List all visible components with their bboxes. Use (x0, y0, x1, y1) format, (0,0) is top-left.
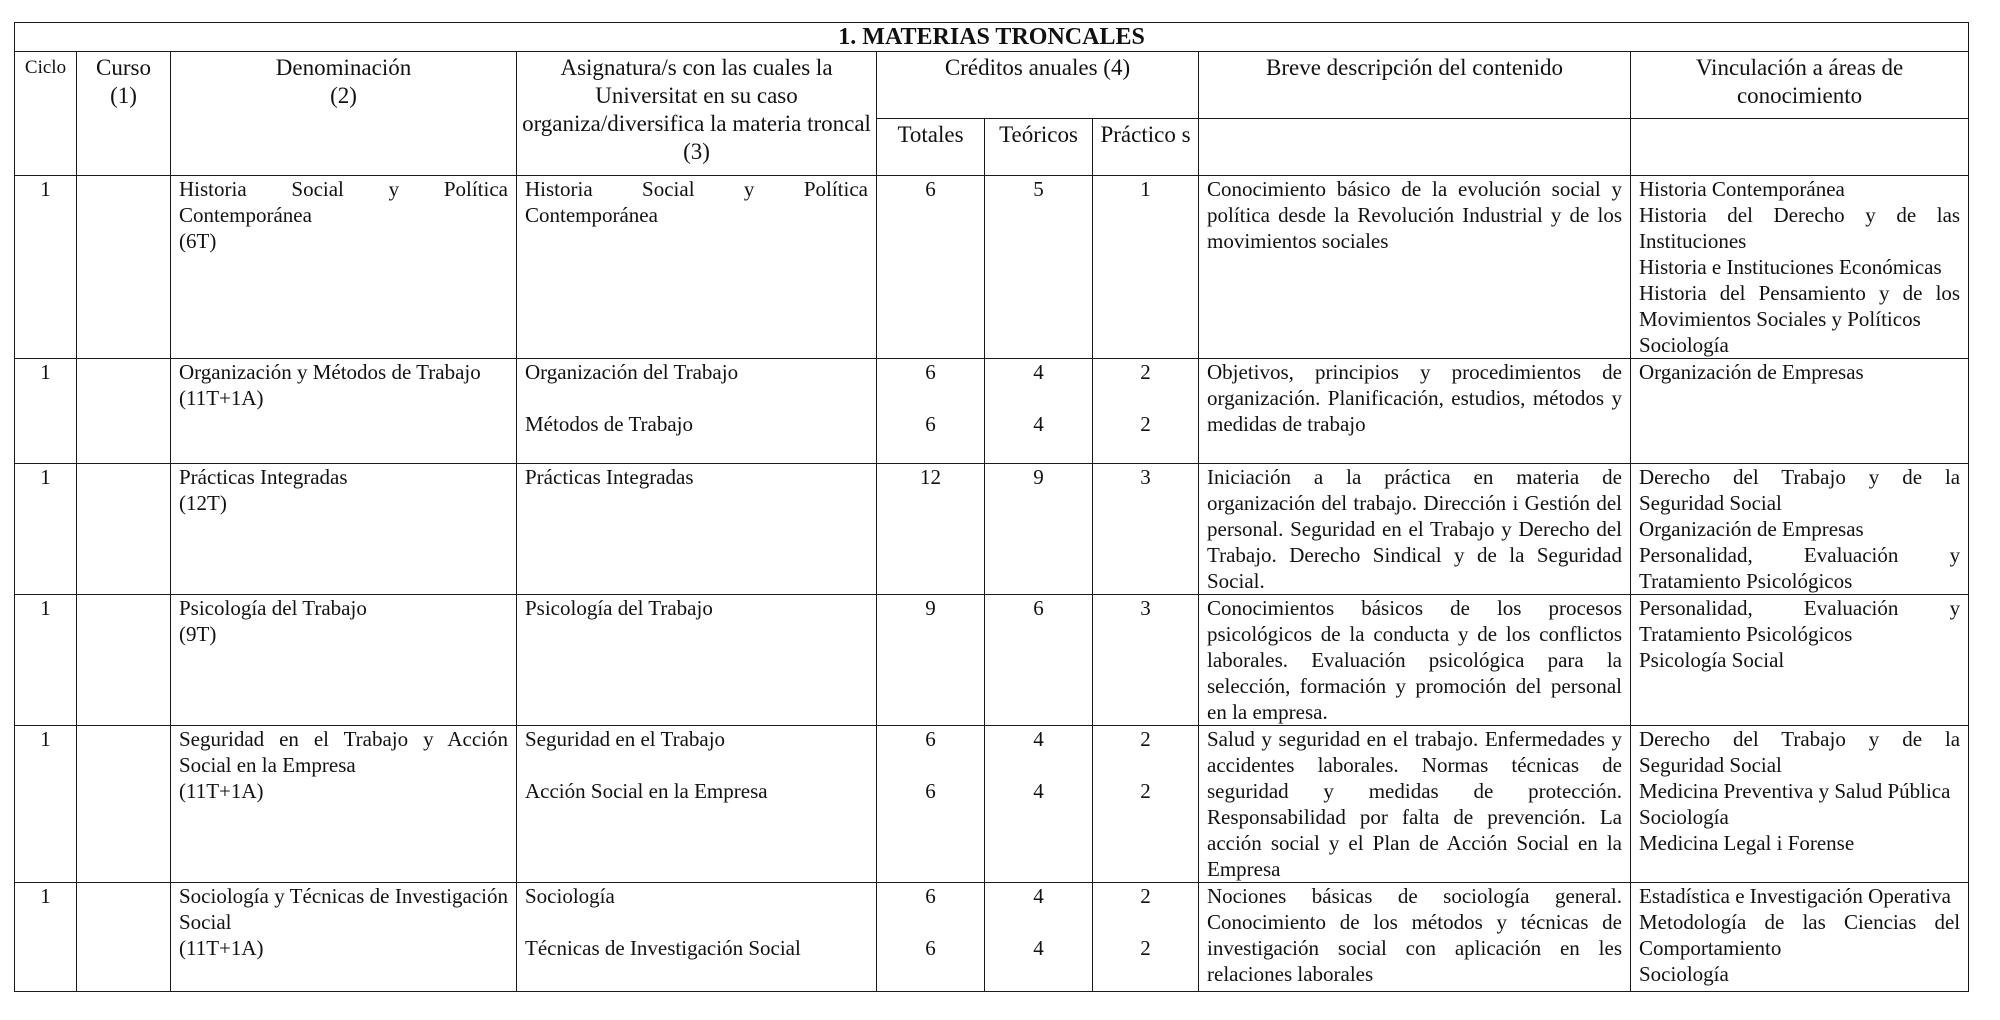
credit-value: 3 (1140, 596, 1151, 620)
header-asignatura: Asignatura/s con las cuales la Universitat en su caso organiza/diversifica la materia troncal (3) (517, 52, 877, 176)
denominacion-code: (11T+1A) (179, 779, 264, 803)
cell-vinculacion (1631, 359, 1969, 464)
header-curso-note: (1) (110, 83, 137, 108)
denominacion-code: (6T) (179, 229, 217, 253)
area-item: Historia del Pensamiento y de los Movimientos Sociales y Políticos (1639, 281, 1961, 331)
cell-asignatura (517, 595, 877, 726)
spacer (525, 909, 868, 935)
credit-value: 5 (1033, 177, 1044, 201)
cell-asignatura (517, 464, 877, 595)
asignatura-item: Historia Social y Política Contemporánea (525, 177, 868, 227)
area-item: Personalidad, Evaluación y Tratamiento Psicológicos (1639, 596, 1961, 646)
credit-value: 4 (1033, 727, 1044, 751)
spacer (881, 752, 980, 778)
cell-denominacion (171, 176, 517, 359)
denominacion-code: (11T+1A) (179, 386, 264, 410)
area-item: Historia del Derecho y de las Instituciones (1639, 203, 1961, 253)
header-curso (77, 52, 171, 176)
denominacion-text: Sociología y Técnicas de Investigación Social (179, 884, 508, 934)
header-creditos: Créditos anuales (4) (877, 52, 1199, 119)
cell-practicos (1093, 883, 1199, 992)
table-row (15, 595, 1969, 726)
area-item: Sociología (1639, 333, 1729, 357)
credit-value: 12 (920, 465, 941, 489)
cell-asignatura (517, 359, 877, 464)
denominacion-code: (12T) (179, 491, 227, 515)
asignatura-item: Prácticas Integradas (525, 465, 694, 489)
area-item: Sociología (1639, 962, 1729, 986)
spacer (525, 752, 868, 778)
cell-teoricos (985, 359, 1093, 464)
cell-teoricos (985, 176, 1093, 359)
cell-practicos (1093, 726, 1199, 883)
area-item: Historia e Instituciones Económicas (1639, 255, 1942, 279)
cell-descripcion: Salud y seguridad en el trabajo. Enfermedades y accidentes laborales. Normas técnicas de seguridad y medidas de protección. Responsabilidad por falta de prevención. La acción social y el Plan de Acción Social en la Empresa (1199, 726, 1631, 883)
area-item: Medicina Legal i Forense (1639, 831, 1855, 855)
cell-curso (77, 883, 171, 992)
area-item: Derecho del Trabajo y de la Seguridad Social (1639, 727, 1961, 777)
cell-descripcion: Conocimiento básico de la evolución social y política desde la Revolución Industrial y de los movimientos sociales (1199, 176, 1631, 359)
cell-curso (77, 595, 171, 726)
cell-ciclo: 1 (15, 176, 77, 359)
spacer (1097, 752, 1194, 778)
cell-denominacion (171, 883, 517, 992)
credit-value: 2 (1140, 412, 1151, 436)
header-vinculacion-blank (1631, 119, 1969, 176)
materias-troncales-sheet (14, 22, 1968, 992)
cell-descripcion: Iniciación a la práctica en materia de organización del trabajo. Dirección i Gestión del personal. Seguridad en el Trabajo y Derecho del Trabajo. Derecho Sindical y de la Seguridad Social. (1199, 464, 1631, 595)
area-item: Organización de Empresas (1639, 517, 1864, 541)
credit-value: 6 (925, 936, 936, 960)
credit-value: 4 (1033, 360, 1044, 384)
area-item: Metodología de las Ciencias del Comportamiento (1639, 910, 1961, 960)
cell-teoricos (985, 595, 1093, 726)
cell-totales (877, 726, 985, 883)
header-practicos: Práctico s (1093, 119, 1199, 176)
credit-value: 6 (925, 884, 936, 908)
cell-teoricos (985, 464, 1093, 595)
area-item: Psicología Social (1639, 648, 1785, 672)
credit-value: 6 (1033, 596, 1044, 620)
table-row (15, 726, 1969, 883)
denominacion-text: Seguridad en el Trabajo y Acción Social en la Empresa (179, 727, 508, 777)
cell-ciclo: 1 (15, 359, 77, 464)
credit-value: 9 (1033, 465, 1044, 489)
area-item: Medicina Preventiva y Salud Pública (1639, 779, 1951, 803)
credit-value: 3 (1140, 465, 1151, 489)
denominacion-code: (11T+1A) (179, 936, 264, 960)
cell-totales (877, 883, 985, 992)
asignatura-item: Sociología (525, 884, 615, 908)
area-item: Derecho del Trabajo y de la Seguridad Social (1639, 465, 1961, 515)
table-row (15, 359, 1969, 464)
header-vinculacion: Vinculación a áreas de conocimiento (1631, 52, 1969, 119)
credit-value: 2 (1140, 936, 1151, 960)
table-title: 1. MATERIAS TRONCALES (15, 23, 1969, 52)
credit-value: 6 (925, 177, 936, 201)
cell-teoricos (985, 883, 1093, 992)
cell-asignatura (517, 883, 877, 992)
cell-vinculacion (1631, 176, 1969, 359)
cell-ciclo: 1 (15, 883, 77, 992)
asignatura-item: Psicología del Trabajo (525, 596, 713, 620)
cell-denominacion (171, 726, 517, 883)
spacer (989, 752, 1088, 778)
header-totales: Totales (877, 119, 985, 176)
table-row (15, 464, 1969, 595)
area-item: Sociología (1639, 805, 1729, 829)
table-row (15, 176, 1969, 359)
header-ciclo: Ciclo (15, 52, 77, 176)
credit-value: 2 (1140, 779, 1151, 803)
cell-asignatura (517, 176, 877, 359)
credit-value: 2 (1140, 884, 1151, 908)
denominacion-code: (9T) (179, 622, 217, 646)
cell-totales (877, 464, 985, 595)
spacer (525, 385, 868, 411)
cell-vinculacion (1631, 464, 1969, 595)
cell-descripcion: Objetivos, principios y procedimientos de organización. Planificación, estudios, métodos y medidas de trabajo (1199, 359, 1631, 464)
spacer (881, 909, 980, 935)
spacer (1097, 909, 1194, 935)
area-item: Historia Contemporánea (1639, 177, 1845, 201)
credit-value: 6 (925, 727, 936, 751)
cell-vinculacion (1631, 595, 1969, 726)
asignatura-item: Acción Social en la Empresa (525, 779, 768, 803)
header-denominacion (171, 52, 517, 176)
cell-ciclo: 1 (15, 726, 77, 883)
cell-vinculacion (1631, 883, 1969, 992)
area-item: Estadística e Investigación Operativa (1639, 884, 1951, 908)
cell-asignatura (517, 726, 877, 883)
cell-teoricos (985, 726, 1093, 883)
credit-value: 4 (1033, 779, 1044, 803)
cell-curso (77, 176, 171, 359)
asignatura-item: Métodos de Trabajo (525, 412, 693, 436)
header-descripcion: Breve descripción del contenido (1199, 52, 1631, 119)
table-row (15, 883, 1969, 992)
cell-descripcion: Conocimientos básicos de los procesos psicológicos de la conducta y de los conflictos laborales. Evaluación psicológica para la selección, formación y promoción del personal en la empresa. (1199, 595, 1631, 726)
asignatura-item: Seguridad en el Trabajo (525, 727, 726, 751)
cell-curso (77, 359, 171, 464)
cell-totales (877, 595, 985, 726)
header-denominacion-label: Denominación (275, 55, 412, 80)
denominacion-text: Organización y Métodos de Trabajo (179, 360, 481, 384)
denominacion-text: Prácticas Integradas (179, 465, 348, 489)
credit-value: 2 (1140, 360, 1151, 384)
materias-table (14, 22, 1969, 992)
cell-ciclo: 1 (15, 464, 77, 595)
cell-descripcion: Nociones básicas de sociología general. Conocimiento de los métodos y técnicas de investigación social con aplicación en les relaciones laborales (1199, 883, 1631, 992)
cell-practicos (1093, 595, 1199, 726)
denominacion-text: Historia Social y Política Contemporánea (179, 177, 508, 227)
header-descripcion-blank (1199, 119, 1631, 176)
credit-value: 4 (1033, 936, 1044, 960)
header-curso-label: Curso (96, 55, 151, 80)
cell-denominacion (171, 464, 517, 595)
credit-value: 6 (925, 779, 936, 803)
spacer (989, 385, 1088, 411)
credit-value: 4 (1033, 884, 1044, 908)
area-item: Personalidad, Evaluación y Tratamiento Psicológicos (1639, 543, 1961, 593)
credit-value: 6 (925, 360, 936, 384)
cell-denominacion (171, 595, 517, 726)
denominacion-text: Psicología del Trabajo (179, 596, 367, 620)
credit-value: 9 (925, 596, 936, 620)
header-teoricos: Teóricos (985, 119, 1093, 176)
spacer (989, 909, 1088, 935)
cell-practicos (1093, 359, 1199, 464)
cell-vinculacion (1631, 726, 1969, 883)
area-item: Organización de Empresas (1639, 360, 1864, 384)
cell-curso (77, 726, 171, 883)
credit-value: 6 (925, 412, 936, 436)
asignatura-item: Organización del Trabajo (525, 360, 739, 384)
cell-practicos (1093, 176, 1199, 359)
header-denominacion-note: (2) (330, 83, 357, 108)
credit-value: 4 (1033, 412, 1044, 436)
spacer (881, 385, 980, 411)
credit-value: 1 (1140, 177, 1151, 201)
cell-totales (877, 176, 985, 359)
credit-value: 2 (1140, 727, 1151, 751)
cell-practicos (1093, 464, 1199, 595)
asignatura-item: Técnicas de Investigación Social (525, 936, 801, 960)
cell-denominacion (171, 359, 517, 464)
cell-ciclo: 1 (15, 595, 77, 726)
spacer (1097, 385, 1194, 411)
cell-curso (77, 464, 171, 595)
cell-totales (877, 359, 985, 464)
